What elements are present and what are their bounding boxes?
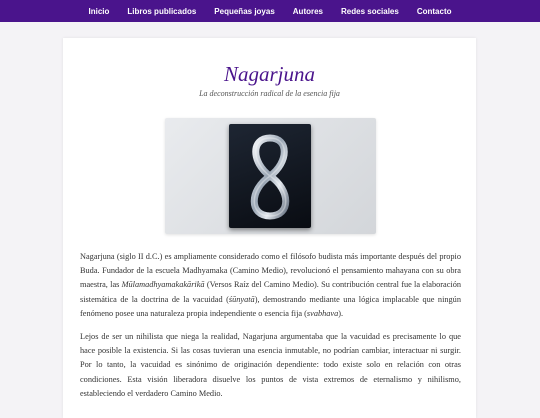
nav-link-redes-sociales[interactable]: Redes sociales — [341, 6, 399, 16]
book-cover — [229, 124, 311, 228]
article-paragraph-1 — [80, 250, 461, 321]
article-card — [63, 38, 476, 418]
article-title: Nagarjuna — [223, 62, 315, 86]
article-hero-image — [165, 118, 376, 234]
article-paragraph-2: Lejos de ser un nihilista que niega la realidad, Nagarjuna argumentaba que la vacuidad es precisamente lo que hace posible la existencia. Si las cosas tuvieran una esencia inmutable, no podrían cambiar, interactuar ni surgir. Por lo tanto, la vacuidad es sinónimo de originación dependiente: todo existe solo en relación con otras condiciones. Esta visión liberadora disuelve los puntos de vista extremos de eternalismo y nihilismo, estableciendo el verdadero Camino Medio. — [80, 332, 461, 398]
nav-link-inicio[interactable]: Inicio — [88, 6, 110, 16]
nav-link-pequenas-joyas[interactable]: Pequeñas joyas — [214, 6, 275, 16]
term-sunyata: śūnyatā — [228, 294, 255, 304]
work-title-mulamadhyamakakarika: Mūlamadhyamakakārikā — [121, 280, 205, 290]
top-navigation — [0, 0, 540, 22]
infinity-eight-icon — [229, 124, 311, 228]
paragraph-1-text-c: ), demostrando mediante una lógica implacable que ningún fenómeno posee una naturaleza propia independiente o esencia fija ( — [80, 294, 461, 318]
term-svabhava: svabhava — [306, 308, 339, 318]
paragraph-1-text-b: (Versos Raíz del Camino Medio). Su contribución central fue la elaboración sistemática de la doctrina de la vacuidad ( — [80, 280, 461, 304]
nav-link-autores[interactable]: Autores — [292, 6, 324, 16]
article-subtitle: La deconstrucción radical de la esencia fija — [199, 89, 340, 98]
nav-link-contacto[interactable]: Contacto — [416, 6, 452, 16]
paragraph-1-text-a: Nagarjuna (siglo II d.C.) es ampliamente considerado como el filósofo budista más importante después del propio Buda. Fundador de la escuela Madhyamaka (Camino Medio), revolucionó el pensamiento mahayana con su obra maestra, las — [80, 252, 461, 290]
paragraph-1-text-d: ). — [338, 308, 344, 318]
nav-link-libros-publicados[interactable]: Libros publicados — [127, 6, 197, 16]
